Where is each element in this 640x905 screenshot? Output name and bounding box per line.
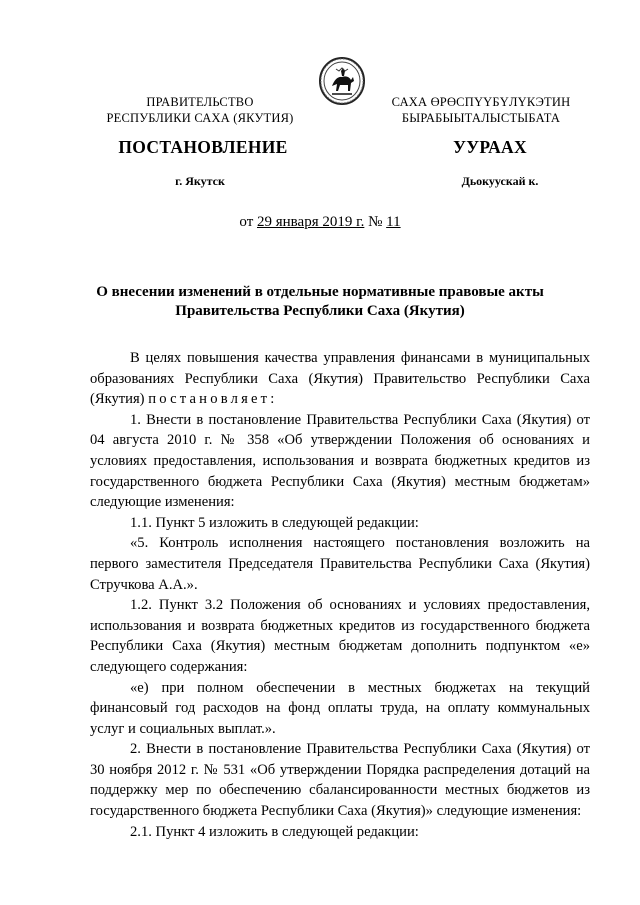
paragraph-item-1-2: 1.2. Пункт 3.2 Положения об основаниях и условиях предоставления, использования и возврата бюджетных кредитов из государственного бюджета Республики Саха (Якутия) местным бюджетам дополнить подпунктом «е» следующего содержания: <box>90 597 590 675</box>
decree-word: постановляет: <box>148 391 278 408</box>
government-name-ru-line1: ПРАВИТЕЛЬСТВО <box>146 95 254 109</box>
document-title-line2: Правительства Республики Саха (Якутия) <box>175 303 465 319</box>
document-title <box>60 283 580 321</box>
document-body <box>90 348 590 842</box>
coat-of-arms-icon <box>318 56 366 106</box>
doc-type-ru: ПОСТАНОВЛЕНИЕ <box>118 137 288 157</box>
doc-type-sakha: УУРААХ <box>453 137 527 157</box>
paragraph-item-1-1-text: «5. Контроль исполнения настоящего постановления возложить на первого заместителя Председателя Правительства Республики Саха (Якутия) Стручкова А.А.». <box>90 535 590 593</box>
preamble-text: В целях повышения качества управления финансами в муниципальных образованиях Республики Саха (Якутия) Правительство Республики Саха (Якутия) <box>90 350 590 408</box>
paragraph-item-2: 2. Внести в постановление Правительства Республики Саха (Якутия) от 30 ноября 2012 г. № 531 «Об утверждении Порядка распределения дотаций на поддержку мер по обеспечению сбалансированности местных бюджетов из государственного бюджета Республики Саха (Якутия)» следующие изменения: <box>90 741 590 820</box>
paragraph-item-1: 1. Внести в постановление Правительства Республики Саха (Якутия) от 04 августа 2010 г. № 358 «Об утверждении Положения об основаниях и условиях предоставления, использования и возврата бюджетных кредитов из государственного бюджета Республики Саха (Якутия) местным бюджетам» следующие изменения: <box>90 411 590 511</box>
government-name-sakha-line2: БЫРАБЫЫТАЛЫСТЫБАТА <box>401 111 561 125</box>
paragraph-item-1-1: 1.1. Пункт 5 изложить в следующей редакции: <box>130 514 419 531</box>
document-date: 29 января 2019 г. <box>257 214 365 230</box>
government-name-ru <box>105 94 295 126</box>
city-ru: г. Якутск <box>175 174 225 188</box>
paragraph-item-2-1: 2.1. Пункт 4 изложить в следующей редакции: <box>130 823 419 840</box>
date-line <box>0 214 640 231</box>
paragraph-item-1-2-text: «е) при полном обеспечении в местных бюджетах на текущий финансовый год расходов на фонд оплаты труда, на оплату коммунальных услуг и социальных выплат.». <box>90 679 590 737</box>
number-sign: № <box>368 214 383 230</box>
paragraph-preamble <box>90 348 590 410</box>
document-number: 11 <box>386 214 401 230</box>
city-sakha: Дьокуускай к. <box>461 174 539 188</box>
government-name-sakha <box>372 94 590 126</box>
government-name-ru-line2: РЕСПУБЛИКИ САХА (ЯКУТИЯ) <box>106 111 294 125</box>
government-name-sakha-line1: САХА ӨРӨСПҮҮБҮЛҮКЭТИН <box>391 95 571 109</box>
date-prefix: от <box>239 214 254 230</box>
document-title-line1: О внесении изменений в отдельные нормативные правовые акты <box>96 284 544 300</box>
